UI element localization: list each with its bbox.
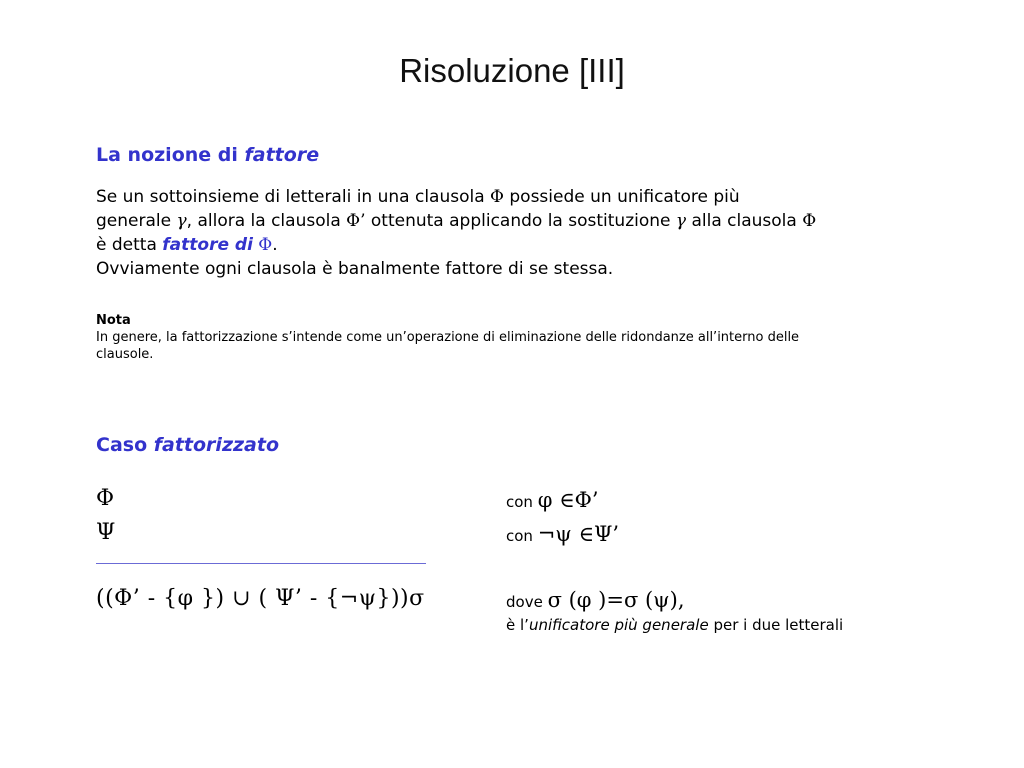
text: per i due letterali (708, 616, 844, 634)
phi-symbol: Φ (490, 187, 504, 207)
clause-psi: Ψ (96, 520, 116, 545)
text: è l’ (506, 616, 529, 634)
condition-phi (506, 488, 599, 512)
con-label: con (506, 527, 538, 545)
nota-line-1: In genere, la fattorizzazione s’intende come un’operazione di eliminazione delle ridondanze all’interno delle (96, 330, 800, 345)
text: . (272, 235, 278, 255)
dove-label: dove (506, 593, 548, 611)
section-heading-fattorizzato (96, 434, 279, 456)
definition-line-3 (96, 233, 278, 257)
heading-emphasis: fattore (244, 144, 320, 166)
definition-line-2 (96, 209, 816, 233)
text: possiede un unificatore più (503, 187, 740, 207)
definition-line-1 (96, 185, 740, 209)
con-label: con (506, 493, 538, 511)
unifier-note (506, 616, 843, 634)
phi-symbol: Φ (252, 235, 273, 255)
text: alla clausola (686, 211, 803, 231)
page-title: Risoluzione [III] (399, 52, 625, 89)
fattore-di-emphasis: fattore di (162, 235, 253, 255)
text: Se un sottoinsieme di letterali in una clausola (96, 187, 491, 207)
definition-line-4: Ovviamente ogni clausola è banalmente fattore di se stessa. (96, 259, 614, 279)
heading-prefix: Caso (96, 434, 154, 456)
clause-phi: Φ (96, 486, 115, 511)
text: è detta (96, 235, 163, 255)
nota-label: Nota (96, 313, 131, 328)
divider-line (96, 563, 426, 564)
phi-prime-symbol: Φ’ (346, 211, 366, 231)
unificatore-emphasis: unificatore più generale (528, 616, 709, 634)
dove-condition (506, 588, 685, 612)
nota-line-2: clausole. (96, 347, 154, 362)
sigma-equation: σ (φ )=σ (ψ), (547, 588, 685, 612)
text: ottenuta applicando la sostituzione (365, 211, 676, 231)
text: , allora la clausola (186, 211, 347, 231)
resolvent-formula: ((Φ’ - {φ }) ∪ ( Ψ’ - {¬ψ}))σ (96, 586, 425, 611)
psi-membership-expr: ¬ψ ∈Ψ’ (537, 522, 620, 546)
gamma-symbol: γ (675, 211, 687, 231)
phi-membership-expr: φ ∈Φ’ (537, 488, 599, 512)
phi-symbol: Φ (802, 211, 817, 231)
heading-prefix: La nozione di (96, 144, 245, 166)
section-heading-fattore (96, 144, 319, 166)
condition-psi (506, 522, 619, 546)
gamma-symbol: γ (176, 211, 187, 231)
heading-emphasis: fattorizzato (153, 434, 280, 456)
text: generale (96, 211, 177, 231)
